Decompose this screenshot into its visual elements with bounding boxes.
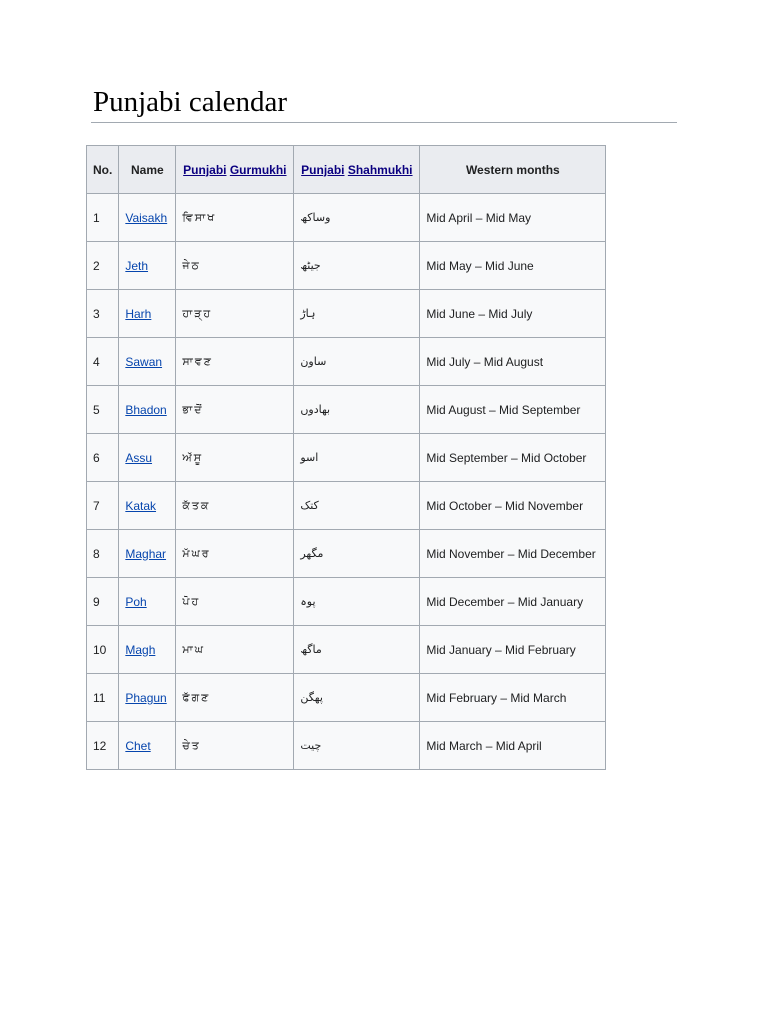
western-months-text: Mid May – Mid June — [420, 242, 606, 290]
month-name-link[interactable]: Sawan — [125, 354, 163, 369]
western-months-text: Mid October – Mid November — [420, 482, 606, 530]
shahmukhi-text: پھگن — [294, 674, 420, 722]
shahmukhi-link[interactable]: Shahmukhi — [347, 162, 413, 177]
western-months-text: Mid March – Mid April — [420, 722, 606, 770]
punjabi-link[interactable]: Punjabi — [301, 162, 345, 177]
month-number: 4 — [87, 338, 119, 386]
shahmukhi-text: ساون — [294, 338, 420, 386]
gurmukhi-text: ਅੱਸੂ — [176, 434, 294, 482]
gurmukhi-text: ਕੱਤਕ — [176, 482, 294, 530]
western-months-text: Mid August – Mid September — [420, 386, 606, 434]
gurmukhi-text: ਪੋਹ — [176, 578, 294, 626]
gurmukhi-link[interactable]: Gurmukhi — [229, 162, 287, 177]
month-number: 8 — [87, 530, 119, 578]
gurmukhi-text: ਮੱਘਰ — [176, 530, 294, 578]
shahmukhi-text: وساکھ — [294, 194, 420, 242]
western-months-text: Mid November – Mid December — [420, 530, 606, 578]
table-row — [87, 290, 606, 338]
month-name-link[interactable]: Jeth — [125, 258, 149, 273]
table-row — [87, 482, 606, 530]
shahmukhi-text: کتک — [294, 482, 420, 530]
month-name-cell — [119, 722, 176, 770]
month-name-link[interactable]: Vaisakh — [125, 210, 168, 225]
month-name-cell — [119, 530, 176, 578]
shahmukhi-text: جیٹھ — [294, 242, 420, 290]
month-number: 10 — [87, 626, 119, 674]
gurmukhi-text: ਜੇਠ — [176, 242, 294, 290]
month-number: 1 — [87, 194, 119, 242]
western-months-text: Mid June – Mid July — [420, 290, 606, 338]
table-row — [87, 338, 606, 386]
month-number: 5 — [87, 386, 119, 434]
shahmukhi-text: بھادوں — [294, 386, 420, 434]
gurmukhi-text: ਵਿਸਾਖ — [176, 194, 294, 242]
table-row — [87, 386, 606, 434]
month-name-link[interactable]: Assu — [125, 450, 153, 465]
gurmukhi-text: ਹਾੜ੍ਹ — [176, 290, 294, 338]
western-months-text: Mid September – Mid October — [420, 434, 606, 482]
month-name-link[interactable]: Katak — [125, 498, 157, 513]
shahmukhi-text: ماگھ — [294, 626, 420, 674]
shahmukhi-text: مگھر — [294, 530, 420, 578]
western-months-text: Mid February – Mid March — [420, 674, 606, 722]
gurmukhi-text: ਫੱਗਣ — [176, 674, 294, 722]
month-number: 6 — [87, 434, 119, 482]
table-row — [87, 242, 606, 290]
table-row — [87, 626, 606, 674]
table-row — [87, 530, 606, 578]
month-number: 11 — [87, 674, 119, 722]
table-row — [87, 722, 606, 770]
western-months-text: Mid April – Mid May — [420, 194, 606, 242]
month-number: 3 — [87, 290, 119, 338]
month-name-cell — [119, 626, 176, 674]
gurmukhi-text: ਚੇਤ — [176, 722, 294, 770]
table-row — [87, 578, 606, 626]
month-name-cell — [119, 338, 176, 386]
title-divider — [91, 122, 677, 123]
month-name-cell — [119, 434, 176, 482]
month-name-cell — [119, 482, 176, 530]
month-number: 9 — [87, 578, 119, 626]
month-name-cell — [119, 578, 176, 626]
month-number: 2 — [87, 242, 119, 290]
western-months-text: Mid January – Mid February — [420, 626, 606, 674]
table-row — [87, 674, 606, 722]
month-name-cell — [119, 290, 176, 338]
table-row — [87, 434, 606, 482]
header-no: No. — [87, 146, 119, 194]
table-row — [87, 194, 606, 242]
month-name-cell — [119, 674, 176, 722]
gurmukhi-text: ਸਾਵਣ — [176, 338, 294, 386]
western-months-text: Mid July – Mid August — [420, 338, 606, 386]
shahmukhi-text: ہاڑ — [294, 290, 420, 338]
header-shahmukhi — [294, 146, 420, 194]
punjabi-link[interactable]: Punjabi — [183, 162, 227, 177]
punjabi-months-table — [86, 145, 606, 770]
shahmukhi-text: اسو — [294, 434, 420, 482]
month-name-cell — [119, 242, 176, 290]
month-name-link[interactable]: Bhadon — [125, 402, 167, 417]
table-header-row — [87, 146, 606, 194]
page-title: Punjabi calendar — [93, 86, 288, 118]
month-name-cell — [119, 194, 176, 242]
month-name-link[interactable]: Magh — [125, 642, 156, 657]
month-name-link[interactable]: Maghar — [125, 546, 167, 561]
gurmukhi-text: ਭਾਦੋਂ — [176, 386, 294, 434]
month-name-cell — [119, 386, 176, 434]
month-name-link[interactable]: Poh — [125, 594, 147, 609]
header-western-months: Western months — [420, 146, 606, 194]
shahmukhi-text: چیت — [294, 722, 420, 770]
shahmukhi-text: پوہ — [294, 578, 420, 626]
western-months-text: Mid December – Mid January — [420, 578, 606, 626]
month-name-link[interactable]: Harh — [125, 306, 152, 321]
month-name-link[interactable]: Chet — [125, 738, 151, 753]
header-name: Name — [119, 146, 176, 194]
month-number: 7 — [87, 482, 119, 530]
month-name-link[interactable]: Phagun — [125, 690, 167, 705]
month-number: 12 — [87, 722, 119, 770]
header-gurmukhi — [176, 146, 294, 194]
gurmukhi-text: ਮਾਘ — [176, 626, 294, 674]
